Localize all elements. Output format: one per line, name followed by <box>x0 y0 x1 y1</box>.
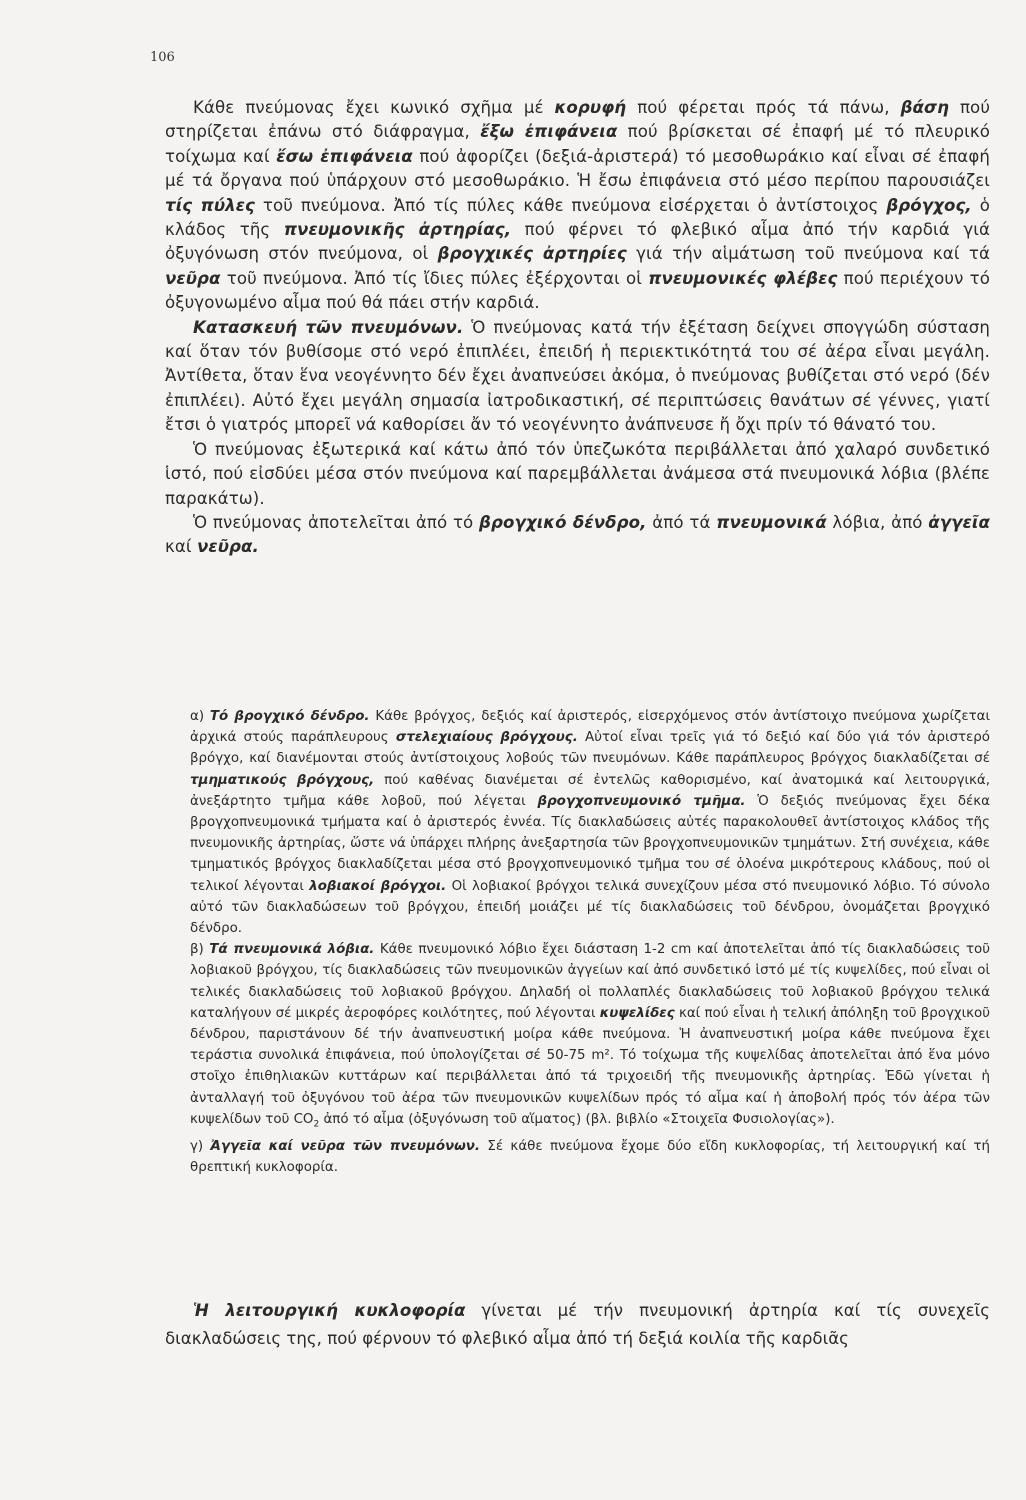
paragraph-connective-tissue: Ὁ πνεύμονας ἐξωτερικά καί κάτω ἀπό τόν ὑπεζωκότα περιβάλλεται ἀπό χαλαρό συνδετικό ἱστό, πού εἰσδύει μέσα στόν πνεύμονα καί παρεμβάλλεται ἀνάμεσα στά πνευμονικά λόβια (βλέπε παρακάτω). <box>165 439 990 508</box>
paragraph-functional-circulation: Ἡ λειτουργική κυκλοφορία γίνεται μέ τήν πνευμονική ἀρτηρία καί τίς συνεχεῖς διακλαδώσεις της, πού φέρνουν τό φλεβικό αἷμα ἀπό τή δεξιά κοιλία τῆς καρδιᾶς <box>165 1301 991 1348</box>
note-lung-lobules: β) Τά πνευμονικά λόβια. Κάθε πνευμονικό λόβιο ἔχει διάσταση 1-2 cm καί ἀποτελεῖται ἀπό τίς διακλαδώσεις τοῦ λοβιακοῦ βρόγχου, τίς διακλαδώσεις τῶν πνευμονικῶν ἀγγείων καί ἀπό συνδετικό ἱστό μέ τίς κυψελίδες, πού εἶναι οἱ τελικές διακλαδώσεις τοῦ λοβιακοῦ βρόγχου. Δηλαδή οἱ πολλαπλές διακλαδώσεις τοῦ λοβιακοῦ βρόγχου τελικά καταλήγουν σέ μικρές ἀεροφόρες κοιλότητες, πού λέγονται κυψελίδες καί πού εἶναι ἡ τελική ἀπόληξη τοῦ βρογχικοῦ δένδρου, παριστάνουν δέ τήν ἀναπνευστική μοίρα κάθε πνεύμονα. Ἡ ἀναπνευστική μοίρα κάθε πνεύμονα ἔχει τεράστια συνολικά ἐπιφάνεια, πού ὑπολογίζεται σέ 50-75 m². Τό τοίχωμα τῆς κυψελίδας ἀποτελεῖται ἀπό ἕνα μόνο στοῖχο ἐπιθηλιακῶν κυττάρων καί περιβάλλεται ἀπό τά τριχοειδή τῆς πνευμονικῆς ἀρτηρίας. Ἐδῶ γίνεται ἡ ἀνταλλαγή τοῦ ὀξυγόνου τοῦ ἀέρα τῶν πνευμονικῶν κυψελίδων πρός τό αἷμα καί ἡ ἀποβολή πρός τόν ἀέρα τῶν κυψελίδων τοῦ $CO_2$ ἀπό τό αἷμα (ὀξυγόνωση τοῦ αἵματος) (βλ. βιβλίο «Στοιχεῖα Φυσιολογίας»). <box>190 942 990 1130</box>
paragraph-lung-shape: Κάθε πνεύμονας ἔχει κωνικό σχῆμα μέ κορυφή πού φέρεται πρός τά πάνω, βάση πού στηρίζεται ἐπάνω στό διάφραγμα, ἔξω ἐπιφάνεια πού βρίσκεται σέ ἐπαφή μέ τό πλευρικό τοίχωμα καί ἔσω ἐπιφάνεια πού ἀφορίζει (δεξιά-ἀριστερά) τό μεσοθωράκιο καί εἶναι σέ ἐπαφή μέ τά ὄργανα πού ὑπάρχουν στό μεσοθωράκιο. Ἡ ἔσω ἐπιφάνεια στό μέσο περίπου παρουσιάζει τίς πύλες τοῦ πνεύμονα. Ἀπό τίς πύλες κάθε πνεύμονα εἰσέρχεται ὁ ἀντίστοιχος βρόγχος, ὁ κλάδος τῆς πνευμονικῆς ἀρτηρίας, πού φέρνει τό φλεβικό αἷμα ἀπό τήν καρδιά γιά ὀξυγόνωση στόν πνεύμονα, οἱ βρογχικές ἀρτηρίες γιά τήν αἱμάτωση τοῦ πνεύμονα καί τά νεῦρα τοῦ πνεύμονα. Ἀπό τίς ἴδιες πύλες ἐξέρχονται οἱ πνευμονικές φλέβες πού περιέχουν τό ὀξυγονωμένο αἷμα πού θά πάει στήν καρδιά. <box>165 98 991 313</box>
paragraph-lung-structure: Κατασκευή τῶν πνευμόνων. Ὁ πνεύμονας κατά τήν ἐξέταση δείχνει σπογγώδη σύσταση καί ὅταν τόν βυθίσομε στό νερό ἐπιπλέει, ἐπειδή ἡ περιεκτικότητά του σέ ἀέρα εἶναι μεγάλη. Ἀντίθετα, ὅταν ἕνα νεογέννητο δέν ἔχει ἀναπνεύσει ἀκόμα, ὁ πνεύμονας βυθίζεται στό νερό (δέν ἐπιπλέει). Αὐτό ἔχει μεγάλη σημασία ἰατροδικαστική, σέ περιπτώσεις θανάτων σέ γέννες, γιατί ἔτσι ὁ γιατρός μπορεῖ νά καθορίσει ἄν τό νεογέννητο ἀνάπνευσε ἤ ὄχι πρίν τό θάνατό του. <box>165 317 990 435</box>
section-heading: Κατασκευή τῶν πνευμόνων. <box>193 317 464 337</box>
note-bronchial-tree: α) Τό βρογχικό δένδρο. Κάθε βρόγχος, δεξιός καί ἀριστερός, εἰσερχόμενος στόν ἀντίστοιχο πνεύμονα χωρίζεται ἀρχικά στούς παράπλευρους στελεχιαίους βρόγχους. Αὐτοί εἶναι τρεῖς γιά τό δεξιό καί δύο γιά τόν ἀριστερό βρόγχο, καί διανέμονται στούς ἀντίστοιχους λοβούς τῶν πνευμόνων. Κάθε παράπλευρος βρόγχος διακλαδίζεται σέ τμηματικούς βρόγχους, πού καθένας διανέμεται σέ ἐντελῶς καθορισμένο, καί ἀνατομικά καί λειτουργικά, ἀνεξάρτητο τμῆμα κάθε λοβοῦ, πού λέγεται βρογχοπνευμονικό τμῆμα. Ὁ δεξιός πνεύμονας ἔχει δέκα βρογχοπνευμονικά τμήματα καί ὁ ἀριστερός ἐννέα. Τίς διακλαδώσεις αὐτές παρακολουθεῖ ἀντίστοιχος κλάδος τῆς πνευμονικῆς ἀρτηρίας, ὥστε νά ὑπάρχει πλήρης ἀνεξαρτησία τῶν βρογχοπνευμονικῶν τμημάτων. Στή συνέχεια, κάθε τμηματικός βρόγχος διακλαδίζεται μέσα στό βρογχοπνευμονικό τμῆμα του σέ ὁλοένα μικρότερους κλάδους, πού οἱ τελικοί λέγονται λοβιακοί βρόγχοι. Οἱ λοβιακοί βρόγχοι τελικά συνεχίζουν μέσα στό πνευμονικό λόβιο. Τό σύνολο αὐτό τῶν διακλαδώσεων τοῦ βρόγχου, ἐπειδή μοιάζει μέ τίς διακλαδώσεις τοῦ δένδρου, ὀνομάζεται βρογχικό δένδρο. <box>190 709 991 937</box>
bottom-text <box>165 1297 990 1353</box>
page-number: 106 <box>150 50 175 65</box>
main-text <box>165 96 990 560</box>
paragraph-lung-composition: Ὁ πνεύμονας ἀποτελεῖται ἀπό τό βρογχικό δένδρο, ἀπό τά πνευμονικά λόβια, ἀπό ἀγγεῖα καί νεῦρα. <box>165 512 990 557</box>
notes-section <box>190 706 990 1178</box>
note-vessels-nerves: γ) Ἀγγεῖα καί νεῦρα τῶν πνευμόνων. Σέ κάθε πνεύμονα ἔχομε δύο εἴδη κυκλοφορίας, τή λειτουργική καί τή θρεπτική κυκλοφορία. <box>190 1138 990 1175</box>
